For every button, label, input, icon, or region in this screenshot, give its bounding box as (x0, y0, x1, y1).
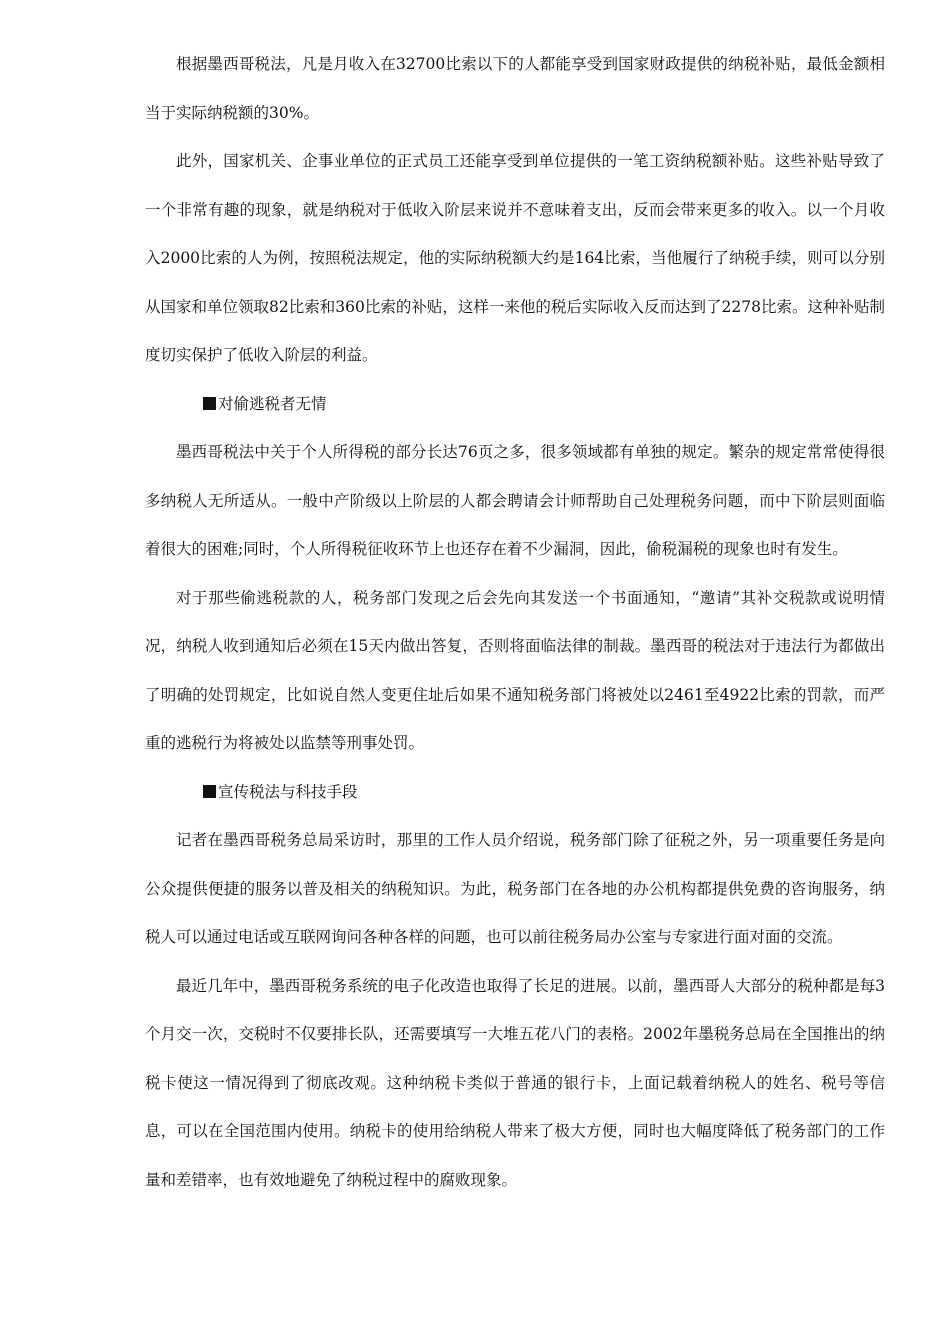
paragraph-employer-subsidy: 此外，国家机关、企事业单位的正式员工还能享受到单位提供的一笔工资纳税额补贴。这些补贴导致了一个非常有趣的现象，就是纳税对于低收入阶层来说并不意味着支出，反而会带来更多的收入。以一个月收入2000比索的人为例，按照税法规定，他的实际纳税额大约是164比索，当他履行了纳税手续，则可以分别从国家和单位领取82比索和360比索的补贴，这样一来他的税后实际收入反而达到了2278比索。这种补贴制度切实保护了低收入阶层的利益。 (145, 152, 885, 364)
section-heading-tax-evasion (145, 380, 885, 429)
paragraph-tax-subsidy: 根据墨西哥税法，凡是月收入在32700比索以下的人都能享受到国家财政提供的纳税补贴，最低金额相当于实际纳税额的30%。 (145, 55, 885, 122)
square-bullet-icon (203, 397, 216, 410)
paragraph-tax-card: 最近几年中，墨西哥税务系统的电子化改造也取得了长足的进展。以前，墨西哥人大部分的税种都是每3个月交一次，交税时不仅要排长队，还需要填写一大堆五花八门的表格。2002年墨税务总局在全国推出的纳税卡使这一情况得到了彻底改观。这种纳税卡类似于普通的银行卡，上面记载着纳税人的姓名、税号等信息，可以在全国范围内使用。纳税卡的使用给纳税人带来了极大方便，同时也大幅度降低了税务部门的工作量和差错率，也有效地避免了纳税过程中的腐败现象。 (145, 976, 885, 1189)
section-heading-text: 对偷逃税者无情 (218, 394, 327, 413)
section-heading-publicity-technology (145, 768, 885, 817)
paragraph-public-services: 记者在墨西哥税务总局采访时，那里的工作人员介绍说，税务部门除了征税之外，另一项重要任务是向公众提供便捷的服务以普及相关的纳税知识。为此，税务部门在各地的办公机构都提供免费的咨询服务，纳税人可以通过电话或互联网询问各种各样的问题，也可以前往税务局办公室与专家进行面对面的交流。 (145, 831, 885, 946)
square-bullet-icon (203, 785, 216, 798)
document-page (145, 40, 885, 1204)
section-heading-text: 宣传税法与科技手段 (218, 782, 358, 801)
paragraph-income-tax-rules: 墨西哥税法中关于个人所得税的部分长达76页之多，很多领域都有单独的规定。繁杂的规定常常使得很多纳税人无所适从。一般中产阶级以上阶层的人都会聘请会计师帮助自己处理税务问题，而中下阶层则面临着很大的困难;同时，个人所得税征收环节上也还存在着不少漏洞，因此，偷税漏税的现象也时有发生。 (145, 443, 885, 558)
paragraph-penalties: 对于那些偷逃税款的人，税务部门发现之后会先向其发送一个书面通知，“邀请”其补交税款或说明情况，纳税人收到通知后必须在15天内做出答复，否则将面临法律的制裁。墨西哥的税法对于违法行为都做出了明确的处罚规定，比如说自然人变更住址后如果不通知税务部门将被处以2461至4922比索的罚款，而严重的逃税行为将被处以监禁等刑事处罚。 (145, 588, 885, 752)
